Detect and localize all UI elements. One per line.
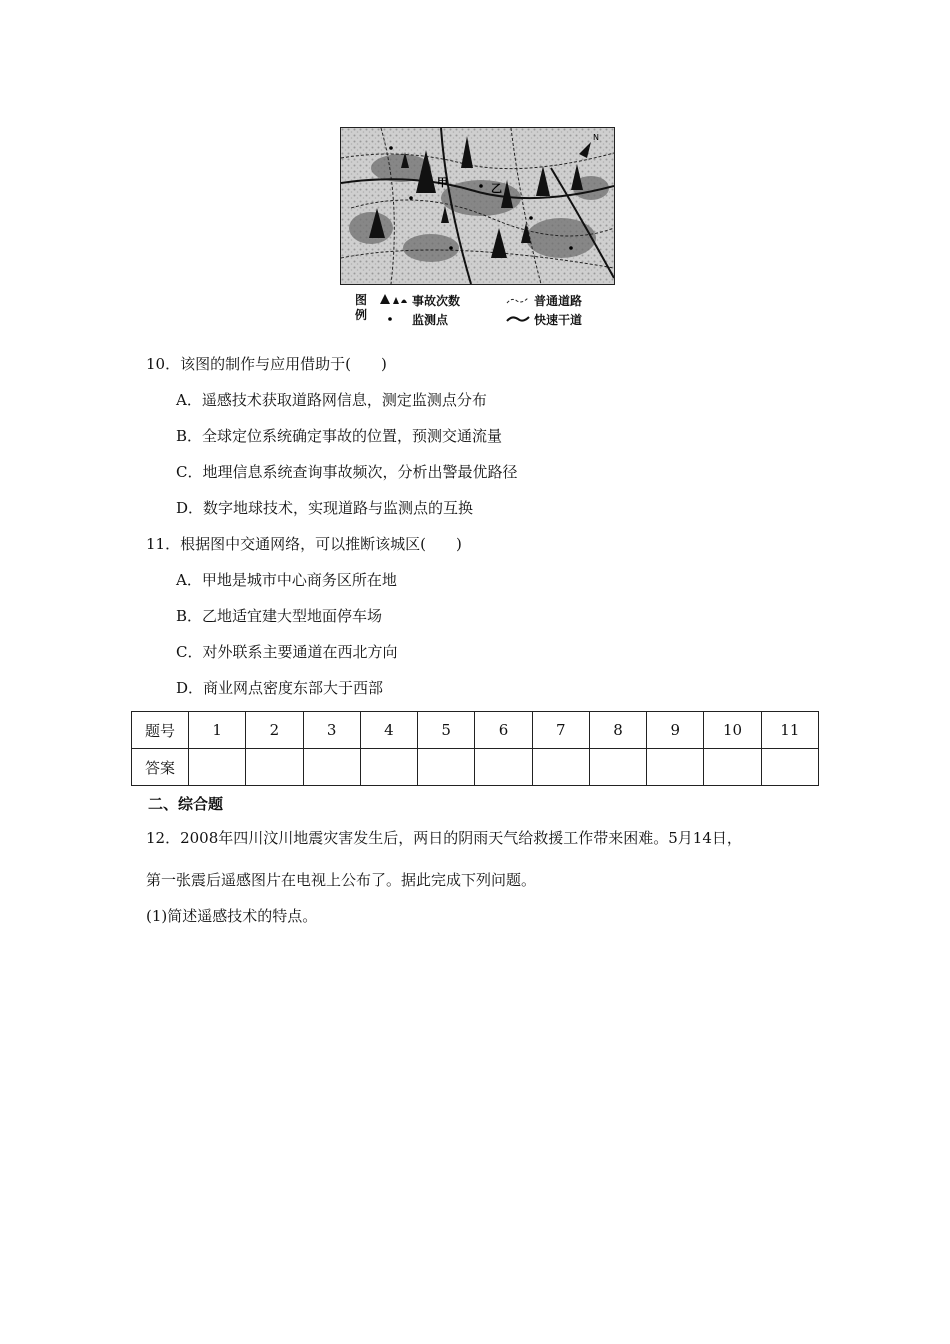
- question-11-stem: 11．根据图中交通网络，可以推断该城区( ): [146, 535, 462, 553]
- map-image: [341, 128, 614, 284]
- answer-cell[interactable]: [647, 749, 704, 786]
- answer-cell[interactable]: [532, 749, 589, 786]
- question-number-cell: 7: [532, 712, 589, 749]
- answer-table-header-row: [132, 712, 819, 749]
- question-12-line-2: 第一张震后遥感图片在电视上公布了。据此完成下列问题。: [146, 871, 537, 889]
- question-11-option-b: B．乙地适宜建大型地面停车场: [176, 607, 383, 625]
- accident-map-figure: [340, 127, 615, 285]
- answer-cell[interactable]: [475, 749, 532, 786]
- question-10-option-b: B．全球定位系统确定事故的位置，预测交通流量: [176, 427, 503, 445]
- answer-cell[interactable]: [589, 749, 646, 786]
- question-number-cell: 2: [246, 712, 303, 749]
- question-11-option-c: C．对外联系主要通道在西北方向: [176, 643, 398, 661]
- answer-cell[interactable]: [303, 749, 360, 786]
- answer-cell[interactable]: [246, 749, 303, 786]
- answer-table-answer-row: [132, 749, 819, 786]
- question-10-option-d: D．数字地球技术，实现道路与监测点的互换: [176, 499, 474, 517]
- legend-accident-label: 事故次数: [412, 294, 461, 308]
- section-2-title: 二、综合题: [148, 795, 224, 813]
- answer-table: [131, 711, 819, 786]
- question-number-cell: 9: [647, 712, 704, 749]
- question-number-cell: 1: [189, 712, 246, 749]
- north-label: N: [593, 133, 599, 142]
- expressway-icon: [506, 314, 530, 324]
- question-number-cell: 11: [761, 712, 818, 749]
- answer-cell[interactable]: [418, 749, 475, 786]
- question-number-cell: 10: [704, 712, 761, 749]
- question-12-line-1: 12．2008年四川汶川地震灾害发生后，两日的阴雨天气给救援工作带来困难。5月14日，: [146, 829, 742, 847]
- answer-cell[interactable]: [360, 749, 417, 786]
- question-number-cell: 4: [360, 712, 417, 749]
- monitor-point-icon: [386, 315, 394, 323]
- ordinary-road-icon: [506, 295, 530, 305]
- label-jia: 甲: [437, 176, 448, 189]
- question-number-cell: 6: [475, 712, 532, 749]
- question-10-option-a: A．遥感技术获取道路网信息，测定监测点分布: [176, 391, 487, 409]
- legend-monitor-label: 监测点: [412, 313, 449, 327]
- legend-title: 图例: [355, 293, 368, 322]
- question-number-cell: 5: [418, 712, 475, 749]
- question-number-cell: 3: [303, 712, 360, 749]
- answer-cell[interactable]: [189, 749, 246, 786]
- question-12-sub-1: (1)简述遥感技术的特点。: [146, 907, 318, 925]
- legend-ordinary-road-label: 普通道路: [534, 294, 583, 308]
- question-11-option-d: D．商业网点密度东部大于西部: [176, 679, 384, 697]
- label-yi: 乙: [491, 182, 502, 195]
- question-10-option-c: C．地理信息系统查询事故频次，分析出警最优路径: [176, 463, 518, 481]
- question-number-label: 题号: [132, 712, 189, 749]
- question-10-stem: 10．该图的制作与应用借助于( ): [146, 355, 387, 373]
- question-number-cell: 8: [589, 712, 646, 749]
- legend-expressway-label: 快速干道: [534, 313, 583, 327]
- answer-cell[interactable]: [761, 749, 818, 786]
- answer-label: 答案: [132, 749, 189, 786]
- question-11-option-a: A．甲地是城市中心商务区所在地: [176, 571, 397, 589]
- accident-count-icon: [378, 293, 408, 305]
- answer-cell[interactable]: [704, 749, 761, 786]
- map-legend: [350, 291, 630, 329]
